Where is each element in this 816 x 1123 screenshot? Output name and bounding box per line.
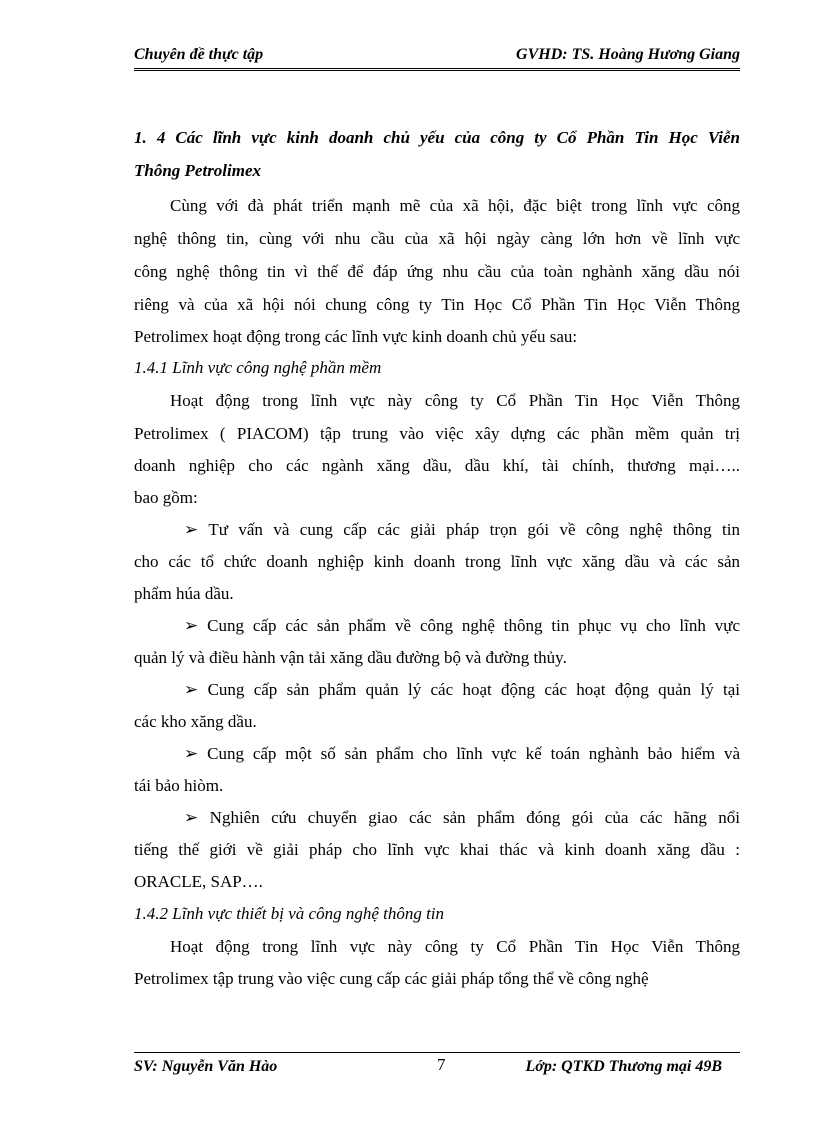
bullet-item bbox=[184, 616, 740, 636]
paragraph-line: Petrolimex tập trung vào việc cung cấp các giải pháp tổng thể về công nghệ bbox=[134, 969, 649, 988]
paragraph-line: doanh nghiệp cho các ngành xăng dầu, dầu khí, tài chính, thương mại….. bbox=[134, 456, 740, 475]
section-title: 1. 4 Các lĩnh vực kinh doanh chủ yếu của công ty Cổ Phần Tin Học Viễn bbox=[134, 128, 740, 147]
page-number: 7 bbox=[437, 1055, 446, 1074]
header-right: GVHD: TS. Hoàng Hương Giang bbox=[516, 46, 740, 63]
bullet-item bbox=[184, 744, 740, 764]
bullet-text: Nghiên cứu chuyển giao các sản phẩm đóng gói của các hãng nổi bbox=[209, 808, 741, 827]
paragraph-line: ORACLE, SAP…. bbox=[134, 872, 263, 891]
paragraph-line: tái bảo hiòm. bbox=[134, 776, 224, 795]
paragraph-line: Hoạt động trong lĩnh vực này công ty Cổ Phần Tin Học Viễn Thông bbox=[170, 391, 740, 410]
bullet-item bbox=[184, 520, 740, 540]
section-title: Thông Petrolimex bbox=[134, 161, 262, 180]
bullet-item bbox=[184, 808, 740, 828]
bullet-arrow-icon: ➢ bbox=[184, 520, 199, 539]
footer-student: SV: Nguyễn Văn Hào bbox=[134, 1058, 278, 1075]
page-footer bbox=[134, 1052, 740, 1082]
bullet-arrow-icon: ➢ bbox=[184, 616, 199, 635]
bullet-text: Tư vấn và cung cấp các giải pháp trọn gói về công nghệ thông tin bbox=[208, 520, 740, 539]
paragraph-line: nghệ thông tin, cùng với nhu cầu của xã hội ngày càng lớn hơn về lĩnh vực bbox=[134, 229, 740, 248]
header-left: Chuyên đề thực tập bbox=[134, 46, 264, 63]
bullet-item bbox=[184, 680, 740, 700]
subsection-title: 1.4.2 Lĩnh vực thiết bị và công nghệ thông tin bbox=[134, 904, 445, 923]
paragraph-line: Petrolimex ( PIACOM) tập trung vào việc xây dựng các phần mềm quản trị bbox=[134, 424, 740, 443]
paragraph-line: Cùng với đà phát triển mạnh mẽ của xã hội, đặc biệt trong lĩnh vực công bbox=[170, 196, 740, 215]
paragraph-line: quản lý và điều hành vận tải xăng dầu đường bộ và đường thủy. bbox=[134, 648, 567, 667]
footer-rule bbox=[134, 1052, 740, 1053]
header-rule bbox=[134, 70, 740, 71]
paragraph-line: công nghệ thông tin vì thế để đáp ứng nhu cầu của toàn nghành xăng dầu nói bbox=[134, 262, 740, 281]
page-header bbox=[134, 44, 740, 68]
paragraph-line: Petrolimex hoạt động trong các lĩnh vực kinh doanh chủ yếu sau: bbox=[134, 327, 578, 346]
paragraph-line: các kho xăng dầu. bbox=[134, 712, 257, 731]
paragraph-line: phẩm húa dầu. bbox=[134, 584, 234, 603]
paragraph-line: Hoạt động trong lĩnh vực này công ty Cổ Phần Tin Học Viễn Thông bbox=[170, 937, 740, 956]
footer-class: Lớp: QTKD Thương mại 49B bbox=[525, 1058, 722, 1075]
paragraph-line: tiếng thế giới về giải pháp cho lĩnh vực khai thác và kinh doanh xăng dầu : bbox=[134, 840, 740, 859]
paragraph-line: cho các tổ chức doanh nghiệp kinh doanh trong lĩnh vực xăng dầu và các sản bbox=[134, 552, 740, 571]
subsection-title: 1.4.1 Lĩnh vực công nghệ phần mềm bbox=[134, 358, 382, 377]
bullet-arrow-icon: ➢ bbox=[184, 680, 199, 699]
paragraph-line: bao gồm: bbox=[134, 488, 198, 507]
paragraph-line: riêng và của xã hội nói chung công ty Tin Học Cổ Phần Tin Học Viễn Thông bbox=[134, 295, 740, 314]
bullet-arrow-icon: ➢ bbox=[184, 808, 199, 827]
bullet-arrow-icon: ➢ bbox=[184, 744, 199, 763]
bullet-text: Cung cấp sản phẩm quản lý các hoạt động các hoạt động quản lý tại bbox=[207, 680, 741, 699]
bullet-text: Cung cấp các sản phẩm về công nghệ thông tin phục vụ cho lĩnh vực bbox=[207, 616, 741, 635]
header-rule bbox=[134, 68, 740, 69]
bullet-text: Cung cấp một số sản phẩm cho lĩnh vực kế toán nghành bảo hiểm và bbox=[207, 744, 740, 763]
